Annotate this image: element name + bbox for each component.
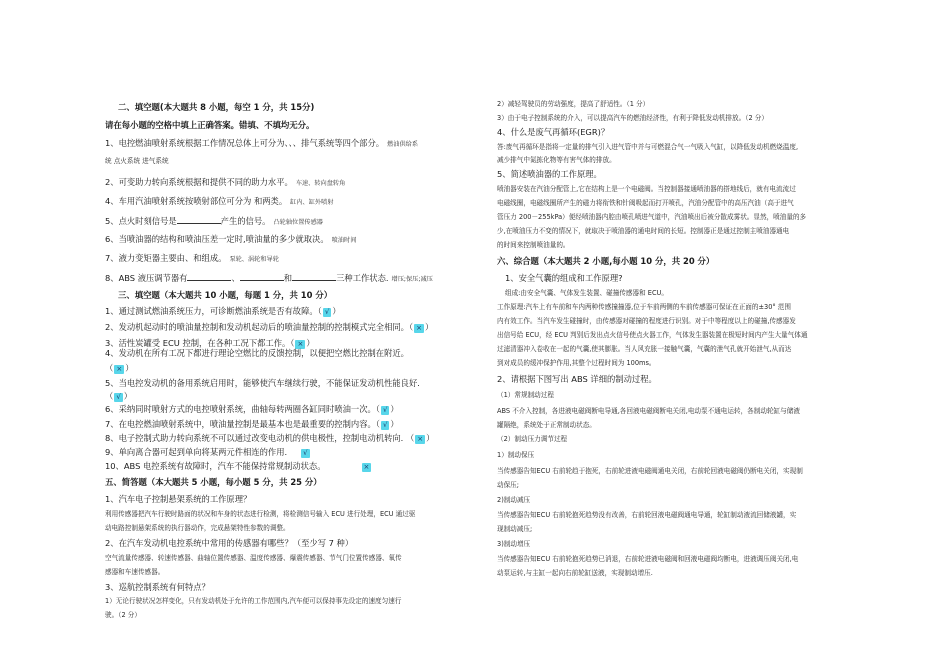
short-answer-line: 动电路控制悬架系统的执行器动作，完成悬架特性参数的调整。 — [105, 524, 290, 532]
section-2-instruction: 请在每小题的空格中填上正确答案。错填、不填均无分。 — [105, 120, 315, 130]
answer-line: 过滤清器冲入卷收在一起的气囊,使其膨胀。当人风充胀一接触气囊，气囊的泄气孔就开始泄气,从而达 — [497, 345, 792, 353]
answer-line: 罐隔绝，系统处于正常制动状态。 — [497, 421, 596, 429]
answer-mark: × — [363, 463, 370, 471]
comprehensive-question-2: 2、请根据下图写出 ABS 详细的制动过程。 — [497, 374, 657, 384]
answer-line: ABS 不介入控制，各进液电磁阀断电导通,各回液电磁阀断电关闭,电动泵不通电运转，各制动轮缸与储液 — [497, 407, 800, 415]
comprehensive-question-1: 1、安全气囊的组成和工作原理? — [505, 273, 623, 283]
answer-line: 动保压; — [497, 481, 520, 489]
answer-line: 内有效工作。当汽车发生碰撞时，由传感器对碰撞的程度进行识别。对于中等程度以上的碰撞,传感器发 — [497, 317, 796, 325]
answer-line: 喷油器安装在汽油分配管上,它在结构上是一个电磁阀。当控制器接通喷油器的搭地线后，就有电流流过 — [497, 185, 796, 193]
answer-line: 现制动减压; — [497, 525, 533, 533]
answer-mark: × — [116, 365, 123, 373]
short-answer-line: 利用传感器把汽车行驶时路面的状况和车身的状态进行检测，将检测信号输入 ECU 进行处理，ECU 通过驱 — [105, 510, 416, 518]
judge-question: 10、ABS 电控系统有故障时，汽车不能保持常规制动状态。 × — [105, 461, 370, 471]
fill-question: 8、ABS 液压调节器有 、 和 三种工作状态. 增压;保压;减压 — [105, 273, 433, 283]
answer-line: 动泵运转,与主缸一起向右前轮缸送液，实现制动增压. — [497, 569, 653, 577]
judge-question: 3、活性炭罐受 ECU 控制，在各种工况下都工作。（ × ） — [105, 338, 315, 348]
answer-mark: × — [297, 340, 304, 348]
fill-question: 4、车用汽油喷射系统按喷射部位可分为 和两类。 缸内、缸外喷射 — [105, 196, 334, 206]
answer-line: 当传感器告知ECU 右前轮抱死趋势已消退，右前轮进液电磁阀和回液电磁阀均断电，进液调压阀关闭,电 — [497, 555, 799, 563]
answer-line: 当传感器告知ECU 右前轮抱死趋势没有改善，右前轮回液电磁阀通电导通，轮缸制动液流回储液罐，实 — [497, 511, 797, 519]
short-answer-line: 驶。（2 分） — [105, 611, 141, 619]
answer-mark: √ — [382, 406, 388, 414]
answer-blank — [177, 215, 221, 224]
short-question-1: 1、汽车电子控制悬架系统的工作原理？ — [105, 494, 252, 504]
answer-line: 组成:由安全气囊、气体发生装置、碰撞传感器和 ECU。 — [505, 289, 668, 297]
fill-question: 5、点火时刻信号是 产生的信号。 凸轮轴位置传感器 — [105, 216, 323, 226]
answer-line: 管压力 200－255kPa）便经喷油器内腔由喷孔喷进气道中，汽油喷出后被分散成雾状。显然，喷油量的多 — [497, 213, 807, 221]
answer-line: 到对成员的缓冲保护作用,其整个过程时间为 100ms。 — [497, 359, 656, 367]
answer-mark: √ — [382, 421, 388, 429]
judge-question-mark-line: （ × ） — [105, 363, 134, 373]
short-answer-line: 1）无论行驶状况怎样变化，只有发动机处于允许的工作范围内,汽车便可以保持事先设定的速度匀速行 — [105, 597, 402, 605]
judge-question: 1、通过测试燃油系统压力，可诊断燃油系统是否有故障。（ √ ） — [105, 306, 341, 316]
short-question-5: 5、简述喷油器的工作原理。 — [497, 169, 602, 179]
answer-line: （1）常规制动过程 — [497, 391, 554, 399]
judge-question: 5、当电控发动机的备用系统启用时，能够使汽车继续行驶，不能保证发动机性能良好. — [105, 378, 420, 388]
fill-question: 7、液力变矩器主要由、和组成。 泵轮、涡轮和导轮 — [105, 253, 279, 263]
judge-question: 8、电子控制式助力转向系统不可以通过改变电动机的供电极性，控制电动机转向. （ × ） — [105, 433, 435, 443]
answer-line: 少,在喷油压力不变的情况下，就取决于喷油器的通电时间的长短。控制器正是通过控制主喷油器通电 — [497, 227, 790, 235]
judge-question: 4、发动机在所有工况下都进行理论空燃比的反馈控制，以便把空燃比控制在附近。 — [105, 348, 409, 358]
judge-question: 2、发动机起动时的喷油量控制和发动机起动后的喷油量控制的控制模式完全相同。（ × ） — [105, 322, 434, 332]
answer-line: 当传感器告知ECU 右前轮趋于抱死，右前轮进液电磁阀通电关闭，右前轮回液电磁阀仍断电关闭，实现制 — [497, 467, 803, 475]
judge-question-mark-line: （ √ ） — [105, 391, 133, 401]
short-question-3: 3、巡航控制系统有何特点？ — [105, 582, 210, 592]
answer-mark: √ — [324, 308, 330, 316]
short-question-2: 2、在汽车发动机电控系统中常用的传感器有哪些？（至少写 7 种） — [105, 538, 354, 548]
fill-question: 2、可变助力转向系统根据和提供不同的助力水平。 车速、转向盘转角 — [105, 177, 346, 187]
answer-mark: √ — [116, 393, 121, 401]
answer-line: 3）由于电子控制系统的介入，可以提高汽车的燃油经济性，有利于降低发动机排放。（2 分） — [497, 114, 768, 122]
answer-mark: × — [417, 435, 424, 443]
judge-question: 6、采纳同时喷射方式的电控喷射系统，曲轴每转两圈各缸同时喷油一次。（ √ ） — [105, 404, 399, 414]
answer-line: 2）减轻驾驶员的劳动强度，提高了舒适性。（1 分） — [497, 100, 650, 108]
answer-blank — [240, 272, 284, 281]
answer-line: 1）制动保压 — [497, 451, 535, 459]
judge-question: 9、单向离合器可起到单向将某两元件相连的作用. √ — [105, 447, 308, 457]
section-2-title: 二、填空题(本大题共 8 小题，每空 1 分，共 15分) — [118, 102, 315, 112]
answer-mark: × — [416, 324, 422, 332]
answer-line: （2）制动压力调节过程 — [497, 435, 568, 443]
section-5-title: 五、简答题（本大题共 5 小题，每小题 5 分，共 25 分） — [105, 477, 322, 487]
short-answer-line: 感器和车速传感器。 — [105, 568, 165, 576]
judge-question: 7、在电控燃油喷射系统中，喷油量控制是最基本也是最重要的控制内容。（ √ ） — [105, 419, 399, 429]
answer-mark: √ — [303, 449, 308, 457]
section-3-title: 三、填空题（本大题共 10 小题，每题 1 分，共 10 分） — [118, 290, 333, 300]
short-answer-line: 空气流量传感器、转速传感器、曲轴位置传感器、温度传感器、爆震传感器、节气门位置传感器、氧传 — [105, 554, 402, 562]
answer-line: 答:废气再循环是指将一定量的排气引入进气管中并与可燃混合气一气吸入气缸，以降低发动机燃烧温度, — [497, 143, 799, 151]
answer-line: 出信号给 ECU，经 ECU 判别后发出点火信号使点火器工作，气体发生器装置在极短时间内产生大量气体通 — [497, 331, 808, 339]
answer-blank — [187, 272, 231, 281]
section-6-title: 六、综合题（本大题共 2 小题,每小题 10 分，共 20 分） — [497, 256, 715, 266]
answer-line: 工作原理:汽车上有车前和车内两种传感撞撞器,位于车前两侧的车前传感器可保证在正面的±30° 范围 — [497, 303, 791, 311]
fill-question: 1、电控燃油喷射系统根据工作情况总体上可分为、、、排气系统等四个部分。 燃油供给系 — [105, 138, 419, 148]
answer-line: 的时间来控制喷油量的。 — [497, 241, 570, 249]
answer-line: 2)制动减压 — [497, 496, 531, 504]
answer-blank — [292, 272, 336, 281]
short-question-4: 4、什么是废气再循环(EGR)？ — [497, 127, 610, 137]
fill-answer-continuation: 统 点火系统 进气系统 — [105, 157, 169, 165]
answer-line: 减少排气中氮拣化物等有害气体的排放。 — [497, 156, 616, 164]
answer-line: 3)制动增压 — [497, 540, 531, 548]
answer-line: 电磁线圈，电磁线圈所产生的磁力将衔铁和针阀吸起而打开喷孔，汽油分配管中的高压汽油（高于进气 — [497, 199, 794, 207]
fill-question: 6、当喷油器的结构和喷油压差一定时,喷油量的多少就取决。 喷油时间 — [105, 234, 357, 244]
